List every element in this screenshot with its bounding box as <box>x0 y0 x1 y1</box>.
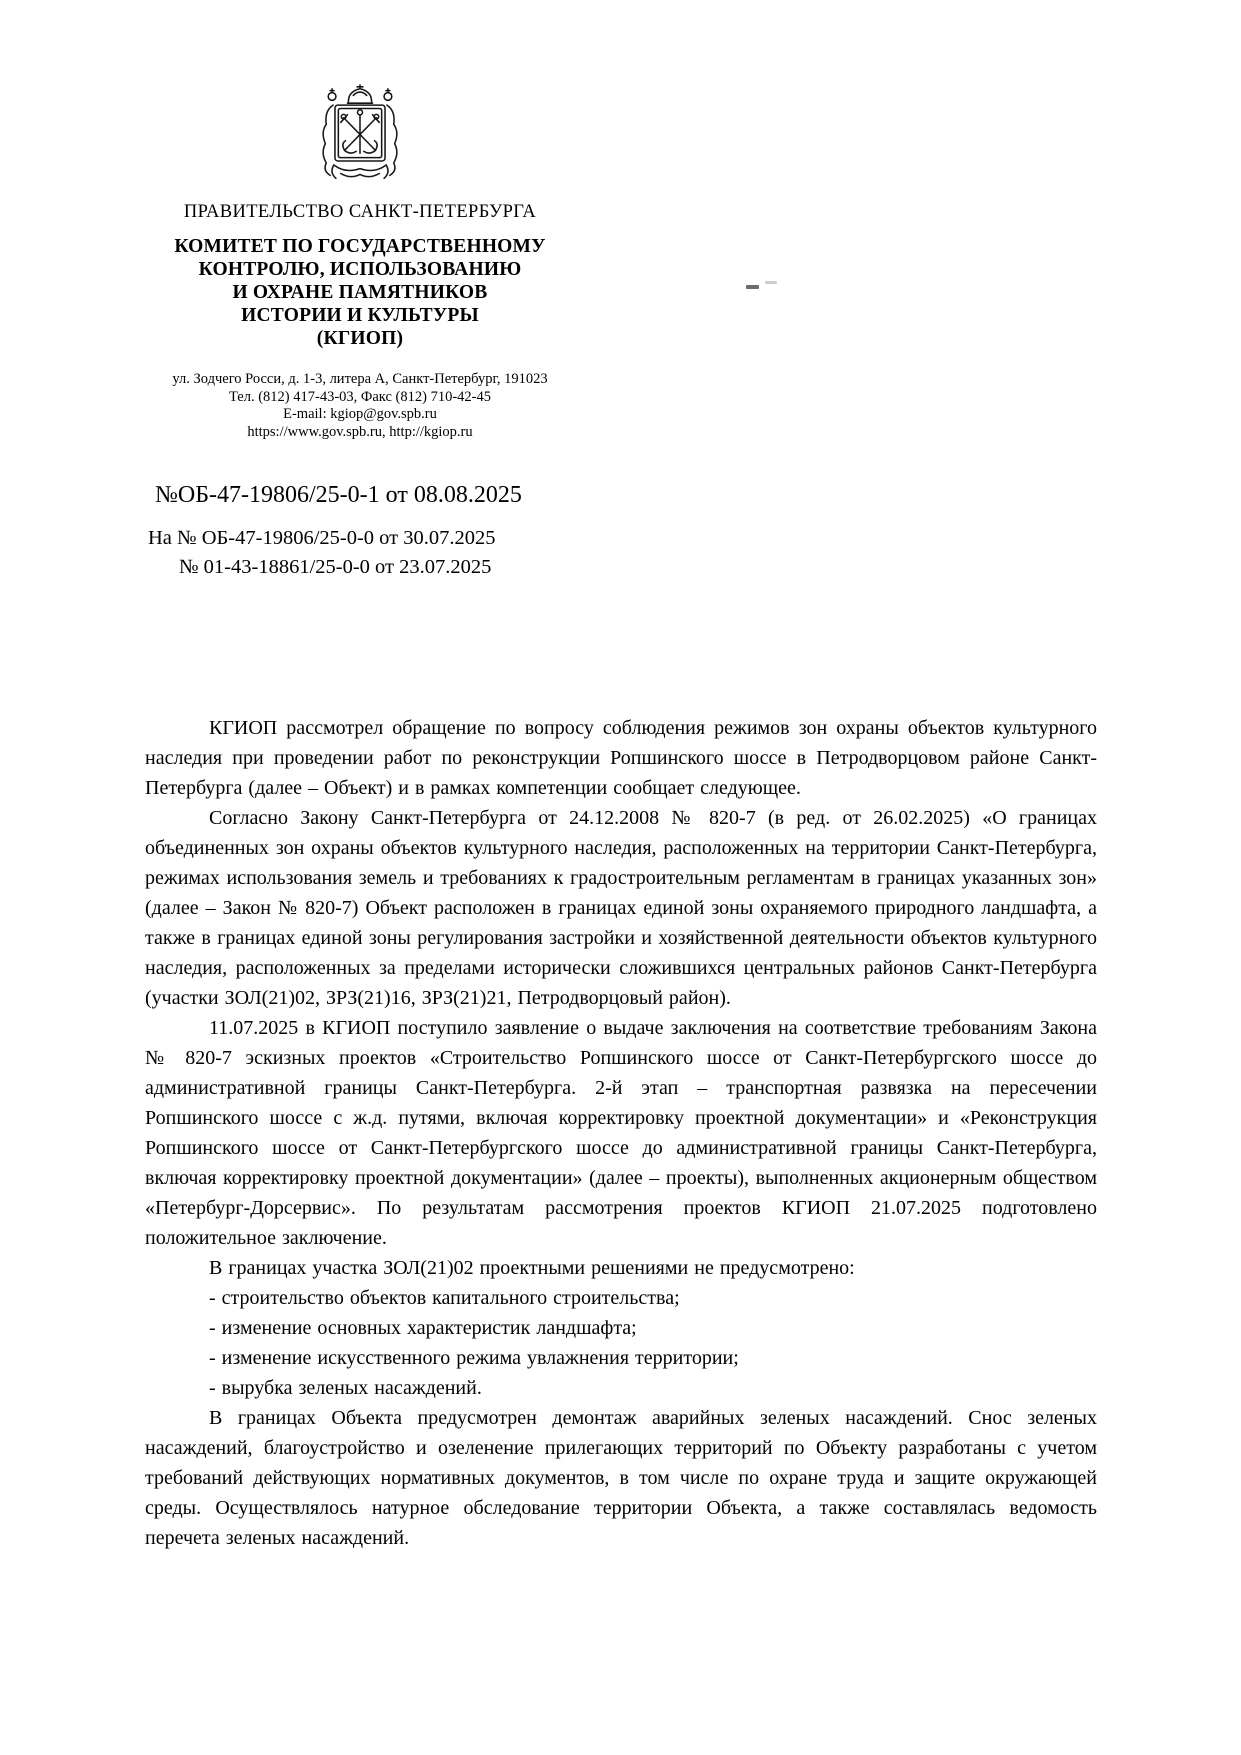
saint-petersburg-coat-of-arms-icon <box>145 82 575 186</box>
list-item: - вырубка зеленых насаждений. <box>209 1377 482 1399</box>
list-item: - изменение основных характеристик ландшафта; <box>209 1317 637 1339</box>
committee-name-line: ИСТОРИИ И КУЛЬТУРЫ <box>241 305 479 326</box>
in-reply-to-number-2: № 01-43-18861/25-0-0 от 23.07.2025 <box>179 556 492 578</box>
paragraph-list-intro: В границах участка ЗОЛ(21)02 проектными решениями не предусмотрено: <box>209 1257 855 1279</box>
postal-address: ул. Зодчего Росси, д. 1-3, литера А, Санкт-Петербург, 191023 <box>172 371 548 387</box>
list-item: - изменение искусственного режима увлажнения территории; <box>209 1347 739 1369</box>
scan-artifact-mark <box>765 281 777 284</box>
contact-block <box>145 371 575 441</box>
list-item: - строительство объектов капитального строительства; <box>209 1287 680 1309</box>
letter-body <box>145 713 1097 1553</box>
website-urls: https://www.gov.spb.ru, http://kgiop.ru <box>247 423 473 440</box>
in-reply-to-number-1: На № ОБ-47-19806/25-0-0 от 30.07.2025 <box>148 527 496 549</box>
scan-artifact <box>746 276 777 294</box>
paragraph-intro: КГИОП рассмотрел обращение по вопросу соблюдения режимов зон охраны объектов культурного наследия при проведении работ по реконструкции Ропшинского шоссе в Петродворцовом районе Санкт-Петербурга (далее – Объект) и в рамках компетенции сообщает следующее. <box>145 717 1097 799</box>
committee-name-line: И ОХРАНЕ ПАМЯТНИКОВ <box>232 282 488 303</box>
outgoing-number: №ОБ-47-19806/25-0-1 от 08.08.2025 <box>155 482 522 508</box>
paragraph-conclusion: В границах Объекта предусмотрен демонтаж аварийных зеленых насаждений. Снос зеленых насаждений, благоустройство и озеленение прилегающих территорий по Объекту разработаны с учетом требований действующих нормативных документов, в том числе по охране труда и защите окружающей среды. Осуществлялось натурное обследование территории Объекта, а также составлялась ведомость перечета зеленых насаждений. <box>145 1407 1097 1549</box>
committee-name-line: КОМИТЕТ ПО ГОСУДАРСТВЕННОМУ <box>174 236 546 257</box>
committee-abbreviation: (КГИОП) <box>316 328 404 349</box>
reference-block <box>148 482 522 582</box>
email-address: E-mail: kgiop@gov.spb.ru <box>283 406 437 422</box>
phone-fax: Тел. (812) 417-43-03, Факс (812) 710-42-45 <box>229 388 491 405</box>
letterhead <box>145 82 575 441</box>
paragraph-application: 11.07.2025 в КГИОП поступило заявление о выдаче заключения на соответствие требованиям Закона № 820-7 эскизных проектов «Строительство Ропшинского шоссе от Санкт-Петербургского шоссе до административной границы Санкт-Петербурга. 2-й этап – транспортная развязка на пересечении Ропшинского шоссе с ж.д. путями, включая корректировку проектной документации» и «Реконструкция Ропшинского шоссе от Санкт-Петербургского шоссе до административной границы Санкт-Петербурга, включая корректировку проектной документации» (далее – проекты), выполненных акционерным обществом «Петербург-Дорсервис». По результатам рассмотрения проектов КГИОП 21.07.2025 подготовлено положительное заключение. <box>145 1017 1097 1249</box>
committee-name-line: КОНТРОЛЮ, ИСПОЛЬЗОВАНИЮ <box>198 259 522 280</box>
scan-artifact-mark <box>746 285 759 289</box>
paragraph-law-820-7: Согласно Закону Санкт-Петербурга от 24.12.2008 № 820-7 (в ред. от 26.02.2025) «О границах объединенных зон охраны объектов культурного наследия, расположенных на территории Санкт-Петербурга, режимах использования земель и требованиях к градостроительным регламентам в границах указанных зон» (далее – Закон № 820-7) Объект расположен в границах единой зоны охраняемого природного ландшафта, а также в границах единой зоны регулирования застройки и хозяйственной деятельности объектов культурного наследия, расположенных за пределами исторически сложившихся центральных районов Санкт-Петербурга (участки ЗОЛ(21)02, ЗРЗ(21)16, ЗРЗ(21)21, Петродворцовый район). <box>145 807 1097 1009</box>
committee-name <box>145 235 575 350</box>
government-title: ПРАВИТЕЛЬСТВО САНКТ-ПЕТЕРБУРГА <box>183 202 537 222</box>
